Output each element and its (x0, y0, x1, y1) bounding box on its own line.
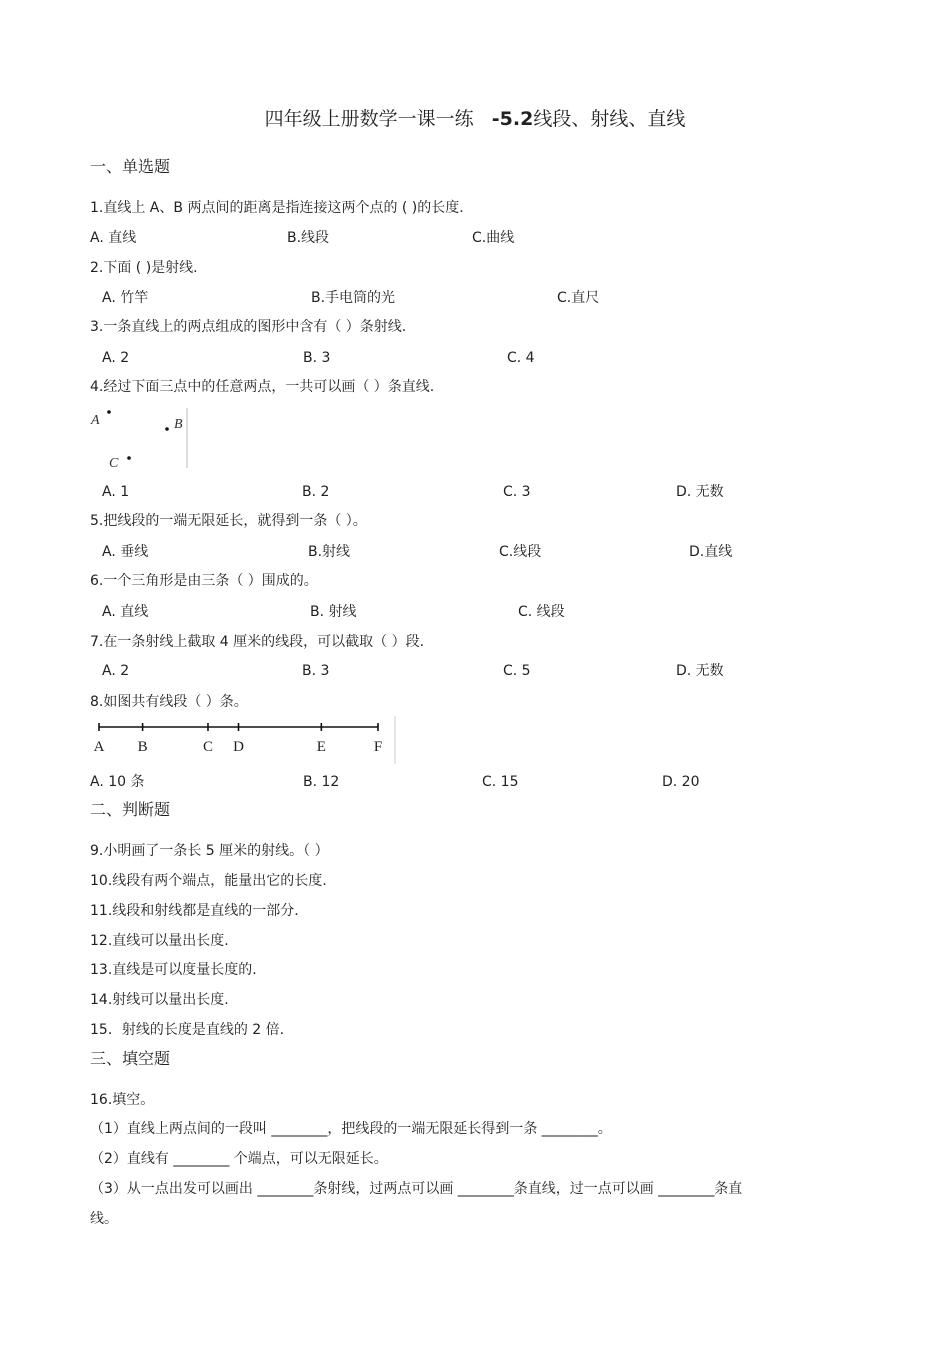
q3-stem: 3.一条直线上的两点组成的图形中含有（ ）条射线. (90, 319, 407, 335)
q4-option-d: D. 无数 (676, 484, 724, 500)
q1-option-c: C.曲线 (472, 230, 515, 246)
segment-line-figure (89, 716, 397, 764)
point-b-dot (165, 427, 169, 431)
q7-stem: 7.在一条射线上截取 4 厘米的线段，可以截取（ ）段. (90, 634, 425, 650)
section-true-false: 二、判断题 (90, 800, 171, 819)
q7-option-d: D. 无数 (676, 663, 724, 679)
point-c-label: C (109, 456, 119, 470)
q8-option-a: A. 10 条 (90, 774, 145, 790)
q6-option-b: B. 射线 (310, 604, 357, 620)
point-b-label: B (174, 417, 183, 432)
q5-option-d: D.直线 (689, 544, 733, 560)
q6-stem: 6.一个三角形是由三条（ ）围成的。 (90, 573, 318, 589)
point-label-e: E (316, 739, 326, 755)
title-topic: 线段、射线、直线 (533, 108, 686, 130)
three-points-figure (89, 408, 189, 470)
q5-option-a: A. 垂线 (102, 544, 149, 560)
q8-option-b: B. 12 (303, 774, 340, 790)
point-label-d: D (233, 739, 244, 755)
q8-option-d: D. 20 (662, 774, 700, 790)
point-label-c: C (202, 739, 213, 755)
q16-stem: 16.填空。 (90, 1092, 155, 1108)
q9: 9.小明画了一条长 5 厘米的射线。（ ） (90, 843, 329, 859)
q1-option-b: B.线段 (287, 230, 330, 246)
q3-option-a: A. 2 (102, 350, 130, 366)
point-c-dot (127, 456, 131, 460)
point-label-b: B (137, 739, 148, 755)
q1-option-a: A. 直线 (90, 230, 137, 246)
q16-part-3: （3）从一点出发可以画出 ________条射线，过两点可以画 ________条直线，过一点可以画 ________条直 (90, 1181, 743, 1197)
q4-option-c: C. 3 (503, 484, 531, 500)
q16-part-1: （1）直线上两点间的一段叫 ________，把线段的一端无限延长得到一条 ________。 (90, 1121, 612, 1137)
section-fill-in: 三、填空题 (90, 1049, 171, 1068)
q16-part-3-cont: 线。 (90, 1211, 118, 1227)
q5-stem: 5.把线段的一端无限延长，就得到一条（ ）。 (90, 513, 367, 529)
q16-part-2: （2）直线有 ________ 个端点，可以无限延长。 (90, 1151, 388, 1167)
q3-option-b: B. 3 (303, 350, 331, 366)
page-title (0, 107, 950, 131)
q4-option-a: A. 1 (102, 484, 130, 500)
q2-option-a: A. 竹竿 (102, 290, 149, 306)
section-single-choice: 一、单选题 (90, 157, 171, 176)
point-label-f: F (373, 739, 383, 755)
title-main: 四年级上册数学一课一练 (264, 108, 474, 130)
q7-option-b: B. 3 (302, 663, 330, 679)
point-label-a: A (93, 739, 105, 755)
q4-option-b: B. 2 (302, 484, 330, 500)
q2-option-b: B.手电筒的光 (311, 290, 396, 306)
q10: 10.线段有两个端点，能量出它的长度. (90, 873, 327, 889)
q3-option-c: C. 4 (507, 350, 535, 366)
q7-option-c: C. 5 (503, 663, 531, 679)
q15: 15．射线的长度是直线的 2 倍. (90, 1022, 285, 1038)
q11: 11.线段和射线都是直线的一部分. (90, 903, 299, 919)
q14: 14.射线可以量出长度. (90, 992, 229, 1008)
q4-stem: 4.经过下面三点中的任意两点，一共可以画（ ）条直线. (90, 379, 435, 395)
q12: 12.直线可以量出长度. (90, 933, 229, 949)
q8-option-c: C. 15 (482, 774, 519, 790)
q6-option-a: A. 直线 (102, 604, 149, 620)
q7-option-a: A. 2 (102, 663, 130, 679)
q5-option-c: C.线段 (499, 544, 542, 560)
q6-option-c: C. 线段 (518, 604, 565, 620)
point-a-label: A (91, 413, 100, 428)
q13: 13.直线是可以度量长度的. (90, 962, 257, 978)
q1-stem: 1.直线上 A、B 两点间的距离是指连接这两个点的 ( )的长度. (90, 200, 464, 216)
q8-stem: 8.如图共有线段（ ）条。 (90, 694, 248, 710)
point-a-dot (107, 410, 111, 414)
q5-option-b: B.射线 (308, 544, 351, 560)
q2-stem: 2.下面 ( )是射线. (90, 260, 198, 276)
q2-option-c: C.直尺 (557, 290, 600, 306)
title-number: -5.2 (491, 108, 534, 130)
